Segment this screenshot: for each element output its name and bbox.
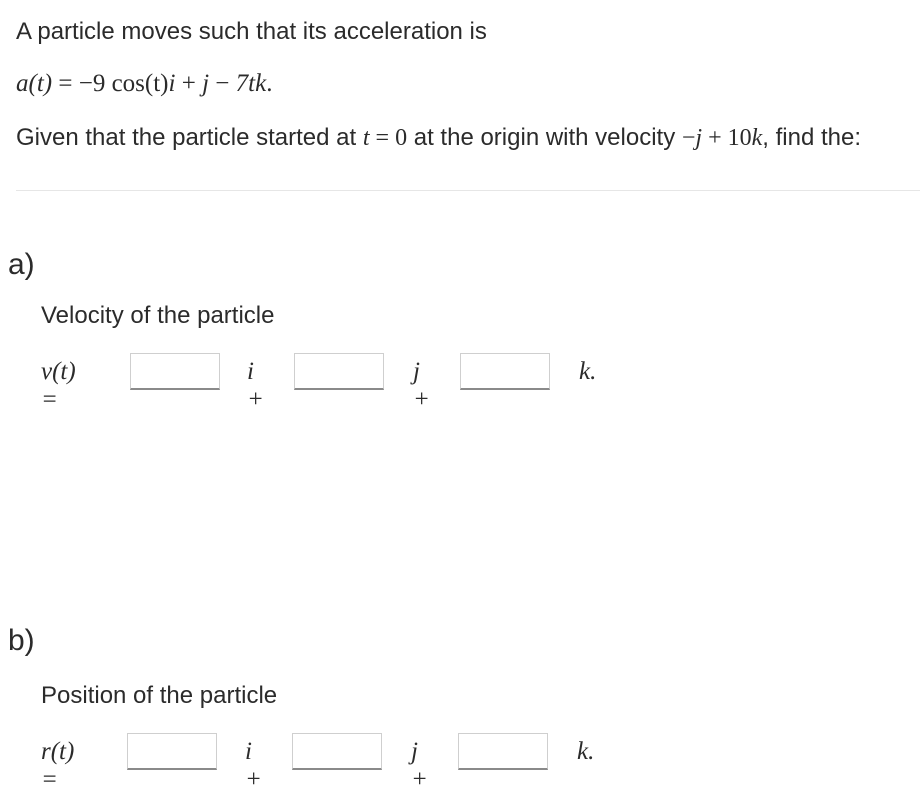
position-j-unit: j + <box>411 738 428 793</box>
problem-intro: A particle moves such that its acceleration is <box>16 18 487 45</box>
acceleration-equation: a(t) = −9 cos(t)i + j − 7tk. <box>16 70 273 97</box>
velocity-k-unit: k. <box>579 358 597 385</box>
velocity-j-input[interactable] <box>294 353 384 390</box>
position-k-input[interactable] <box>458 733 548 770</box>
position-i-unit: i + <box>245 738 262 793</box>
position-i-input[interactable] <box>127 733 217 770</box>
velocity-i-input[interactable] <box>130 353 220 390</box>
velocity-lhs: v(t) = <box>41 358 76 413</box>
position-lhs: r(t) = <box>41 738 75 793</box>
position-j-input[interactable] <box>292 733 382 770</box>
velocity-j-unit: j + <box>413 358 430 413</box>
position-k-unit: k. <box>577 738 595 765</box>
position-title: Position of the particle <box>41 682 278 709</box>
velocity-title: Velocity of the particle <box>41 302 275 329</box>
section-divider <box>16 190 920 191</box>
part-a-label: a) <box>8 248 35 281</box>
given-conditions: Given that the particle started at t = 0 at the origin with velocity −j + 10k, find the: <box>16 124 862 151</box>
acceleration-lhs: a(t) <box>16 70 53 97</box>
velocity-i-unit: i + <box>247 358 264 413</box>
velocity-k-input[interactable] <box>460 353 550 390</box>
part-b-label: b) <box>8 624 35 657</box>
